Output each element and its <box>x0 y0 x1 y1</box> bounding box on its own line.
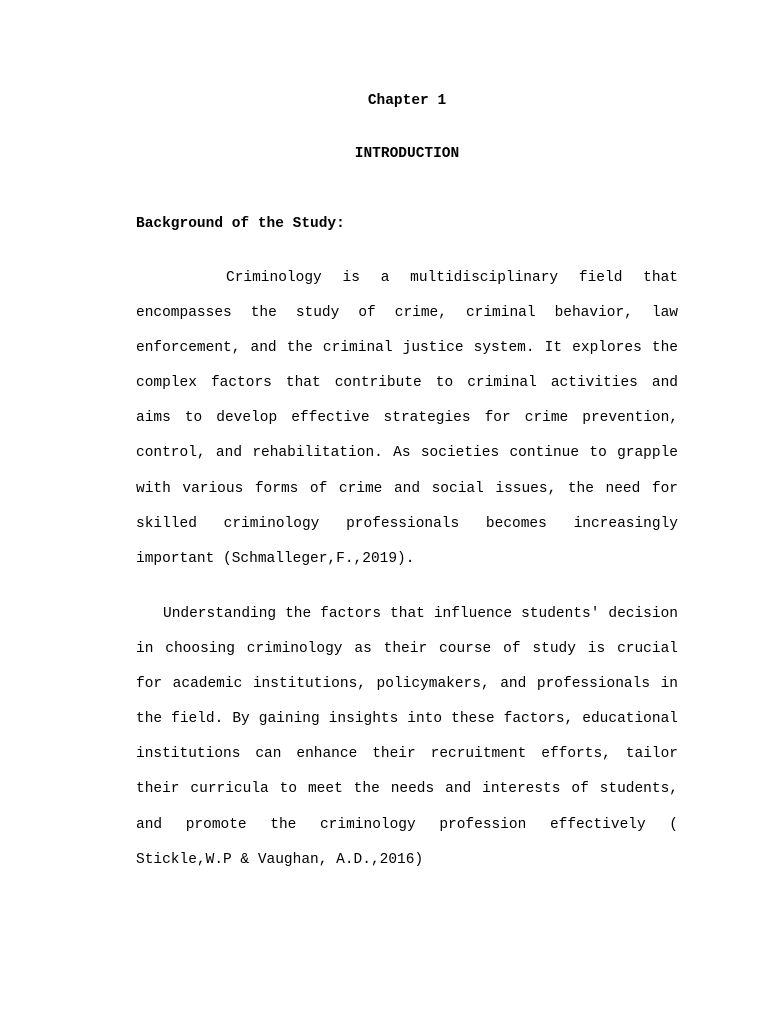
body-paragraph: Criminology is a multidisciplinary field that encompasses the study of crime, criminal behavior, law enforcement, and the criminal justice system. It explores the complex factors that contribute to criminal activities and aims to develop effective strategies for crime prevention, control, and rehabilitation. As societies continue to grapple with various forms of crime and social issues, the need for skilled criminology professionals becomes increasingly important (Schmalleger,F.,2019). <box>136 270 678 567</box>
chapter-title: INTRODUCTION <box>354 146 460 162</box>
chapter-label: Chapter 1 <box>367 93 447 109</box>
body-paragraph: Understanding the factors that influence students' decision in choosing criminology as their course of study is crucial for academic institutions, policymakers, and professionals in the field. By gaining insights into these factors, educational institutions can enhance their recruitment efforts, tailor their curricula to meet the needs and interests of students, and promote the criminology profession effectively ( Stickle,W.P & Vaughan, A.D.,2016) <box>136 606 678 868</box>
section-heading: Background of the Study: <box>136 216 345 232</box>
